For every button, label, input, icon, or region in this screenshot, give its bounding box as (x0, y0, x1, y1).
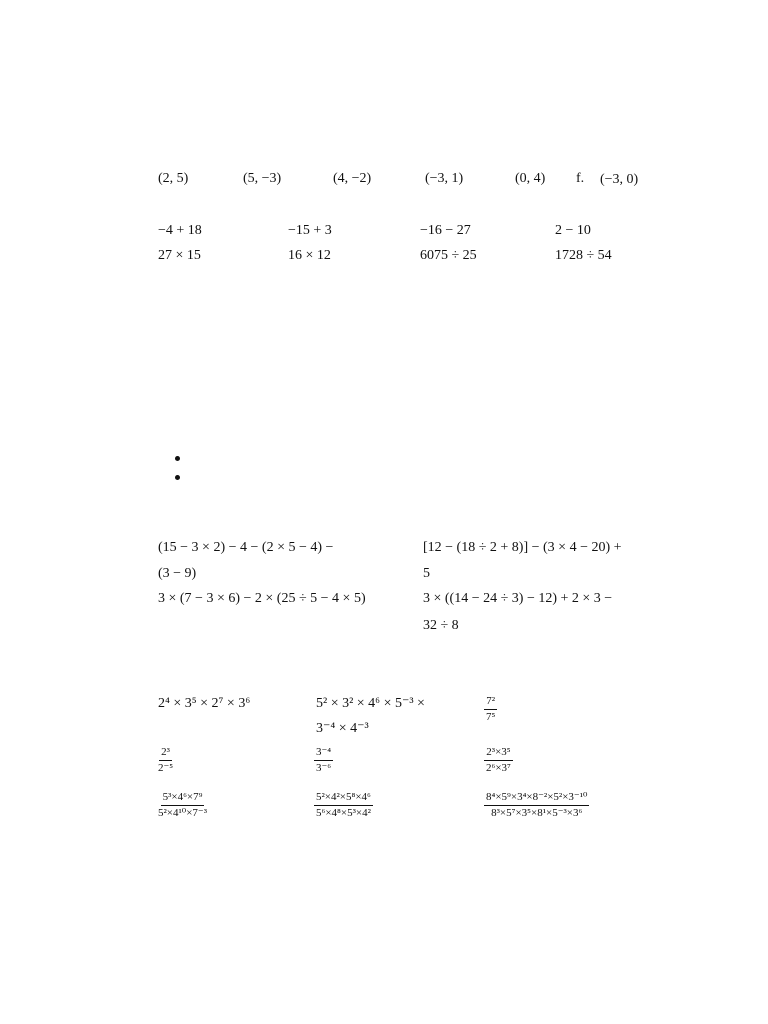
arith-2-1: 27 × 15 (158, 248, 201, 263)
fraction-4-denominator: 2⁶×3⁷ (486, 761, 511, 774)
fraction-2 (156, 746, 175, 774)
ooo-right-2b: 32 ÷ 8 (423, 618, 459, 633)
fraction-5 (156, 791, 209, 819)
fraction-4-numerator: 2³×3⁵ (484, 746, 512, 761)
ooo-right-2a: 3 × ((14 − 24 ÷ 3) − 12) + 2 × 3 − (423, 591, 613, 606)
fraction-2-denominator: 2⁻⁵ (158, 761, 174, 774)
point-d: (−3, 1) (425, 171, 464, 186)
bullet-point (175, 475, 180, 480)
exp-2b: 3⁻⁴ × 4⁻³ (316, 721, 369, 736)
bullet-point (175, 456, 180, 461)
arith-1-4: 2 − 10 (555, 223, 591, 238)
fraction-5-denominator: 5²×4¹⁰×7⁻³ (158, 806, 208, 819)
point-a: (2, 5) (158, 171, 189, 186)
point-f: (−3, 0) (600, 172, 639, 187)
fraction-2-numerator: 2³ (159, 746, 172, 761)
fraction-6-numerator: 5²×4²×5⁸×4⁶ (314, 791, 373, 806)
fraction-6-denominator: 5⁶×4⁸×5³×4² (316, 806, 371, 819)
exp-1: 2⁴ × 3⁵ × 2⁷ × 3⁶ (158, 696, 251, 711)
arith-1-1: −4 + 18 (158, 223, 202, 238)
ooo-left-1b: (3 − 9) (158, 566, 197, 581)
fraction-7-denominator: 8³×5⁷×3⁵×8¹×5⁻³×3⁶ (491, 806, 583, 819)
point-b: (5, −3) (243, 171, 282, 186)
arith-1-3: −16 − 27 (420, 223, 471, 238)
fraction-3 (314, 746, 333, 774)
fraction-3-numerator: 3⁻⁴ (314, 746, 333, 761)
item-f-label: f. (576, 171, 585, 186)
ooo-left-2: 3 × (7 − 3 × 6) − 2 × (25 ÷ 5 − 4 × 5) (158, 591, 366, 606)
fraction-7-numerator: 8⁴×5⁹×3⁴×8⁻²×5²×3⁻¹⁰ (484, 791, 589, 806)
fraction-3-denominator: 3⁻⁶ (316, 761, 332, 774)
point-c: (4, −2) (333, 171, 372, 186)
fraction-6 (314, 791, 373, 819)
fraction-1-denominator: 7⁵ (486, 710, 496, 723)
arith-1-2: −15 + 3 (288, 223, 332, 238)
fraction-5-numerator: 5³×4⁶×7⁹ (161, 791, 205, 806)
fraction-4 (484, 746, 513, 774)
fraction-7 (484, 791, 589, 819)
arith-2-2: 16 × 12 (288, 248, 331, 263)
exp-2a: 5² × 3² × 4⁶ × 5⁻³ × (316, 696, 425, 711)
fraction-1-numerator: 7² (484, 695, 497, 710)
point-e: (0, 4) (515, 171, 546, 186)
ooo-right-1b: 5 (423, 566, 430, 581)
ooo-left-1a: (15 − 3 × 2) − 4 − (2 × 5 − 4) − (158, 540, 334, 555)
arith-2-3: 6075 ÷ 25 (420, 248, 477, 263)
ooo-right-1a: [12 − (18 ÷ 2 + 8)] − (3 × 4 − 20) + (423, 540, 622, 555)
fraction-1 (484, 695, 497, 723)
arith-2-4: 1728 ÷ 54 (555, 248, 612, 263)
